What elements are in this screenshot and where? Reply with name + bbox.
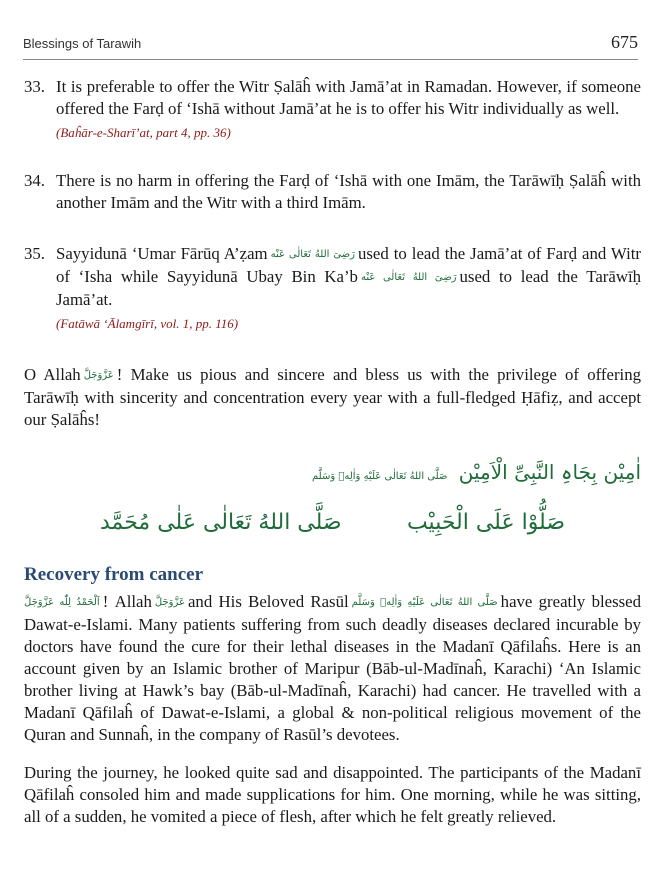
item-body <box>56 170 641 214</box>
page-content <box>24 76 641 828</box>
list-item-33 <box>24 76 641 142</box>
item-number: 35. <box>24 244 45 263</box>
item-number: 33. <box>24 77 45 96</box>
item-reference: (Baĥār-e-Sharī’at, part 4, pp. 36) <box>56 125 231 140</box>
list-item-34 <box>24 170 641 214</box>
item-body <box>56 243 641 333</box>
prayer-text: O Allah <box>24 365 81 384</box>
dua-salutation: صَلَّی اللهُ تَعَالٰی عَلَیْهِ وَاٰلِهٖ وَسَلَّم <box>312 471 448 482</box>
section-text: have greatly blessed Dawat-e-Islami. Many patients suffering from such deadly diseases declared incurable by doctors have found the cure for their lethal diseases in the Madanī Qāfilaĥs. Here is an account given by an Islamic brother of Maripur (Bāb-ul-Madīnaĥ, Karachi) ‘An Islamic brother living at Hawk’s bay (Bāb-ul-Madīnaĥ, Karachi) had cancer. He travelled with a Madanī Qāfilaĥ of Dawat-e-Islami, a global & non-political religious movement of the Quran and Sunnaĥ, in the company of Rasūl’s devotees. <box>24 592 641 744</box>
page-header <box>0 0 667 60</box>
list-item-35 <box>24 243 641 333</box>
item-text-part: Sayyidunā ‘Umar Fārūq A’ẓam <box>56 244 268 263</box>
dua-line <box>24 457 641 487</box>
item-body <box>56 76 641 142</box>
honorific-arabic: عَزَّوَجَلَّ <box>154 597 185 608</box>
section-text: and His Beloved Rasūl <box>187 592 349 611</box>
dua-main: اٰمِیْن بِجَاہِ النَّبِیِّ الْاَمِیْن <box>458 460 641 484</box>
prayer-text: ! Make us pious and sincere and bless us with the privilege of offering Tarāwīḥ with sincerity and concentration every year with a full-fledged Ḥāfiẓ, and accept our Ṣalāĥs! <box>24 365 641 429</box>
item-number: 34. <box>24 171 45 190</box>
item-text: It is preferable to offer the Witr Ṣalāĥ with Jamā’at in Ramadan. However, if someone offered the Farḍ of ‘Ishā without Jamā’at he is to offer his Witr individually as well. <box>56 77 641 118</box>
salawat-line <box>24 505 641 541</box>
section-text: ! Allah <box>102 592 152 611</box>
section-paragraph-1 <box>24 591 641 746</box>
honorific-arabic: عَزَّوَجَلَّ <box>83 370 114 381</box>
section-paragraph-2: During the journey, he looked quite sad and disappointed. The participants of the Madanī Qāfilaĥ consoled him and made supplications for him. One morning, while he was sitting, all of a sudden, he vomited a piece of flesh, after which he felt greatly relieved. <box>24 763 641 826</box>
page-number: 675 <box>611 32 638 52</box>
running-title: Blessings of Tarawih <box>23 36 142 51</box>
salawat-right: صَلَّی اللهُ تَعَالٰی عَلٰی مُحَمَّد <box>99 510 342 535</box>
salawat-left: صَلُّوْا عَلَی الْحَبِیْب <box>406 510 566 535</box>
honorific-arabic: رَضِیَ اللهُ تَعَالٰی عَنْه <box>270 249 356 260</box>
prayer-paragraph <box>24 364 641 431</box>
item-text-part: used to lead the Jamā’at of Farḍ and Witr of ‘Isha while Sayyidunā Ubay Bin Ka’b <box>56 244 641 286</box>
section-heading: Recovery from cancer <box>24 564 203 585</box>
item-text <box>56 243 641 311</box>
honorific-arabic: اَلْحَمْدُ لِلّٰه عَزَّوَجَلَّ <box>24 597 100 608</box>
honorific-arabic: صَلَّی اللهُ تَعَالٰی عَلَیْهِ وَاٰلِهٖ وَسَلَّم <box>351 597 498 608</box>
honorific-arabic: رَضِیَ اللهُ تَعَالٰی عَنْه <box>360 272 457 283</box>
header-divider <box>23 59 638 60</box>
item-text-part: used to lead the Tarāwīḥ Jamā’at. <box>56 267 641 309</box>
item-reference: (Fatāwā ‘Ālamgīrī, vol. 1, pp. 116) <box>56 316 239 331</box>
item-text: There is no harm in offering the Farḍ of ‘Ishā with one Imām, the Tarāwīḥ Ṣalāĥ with another Imām and the Witr with a third Imām. <box>56 171 641 212</box>
